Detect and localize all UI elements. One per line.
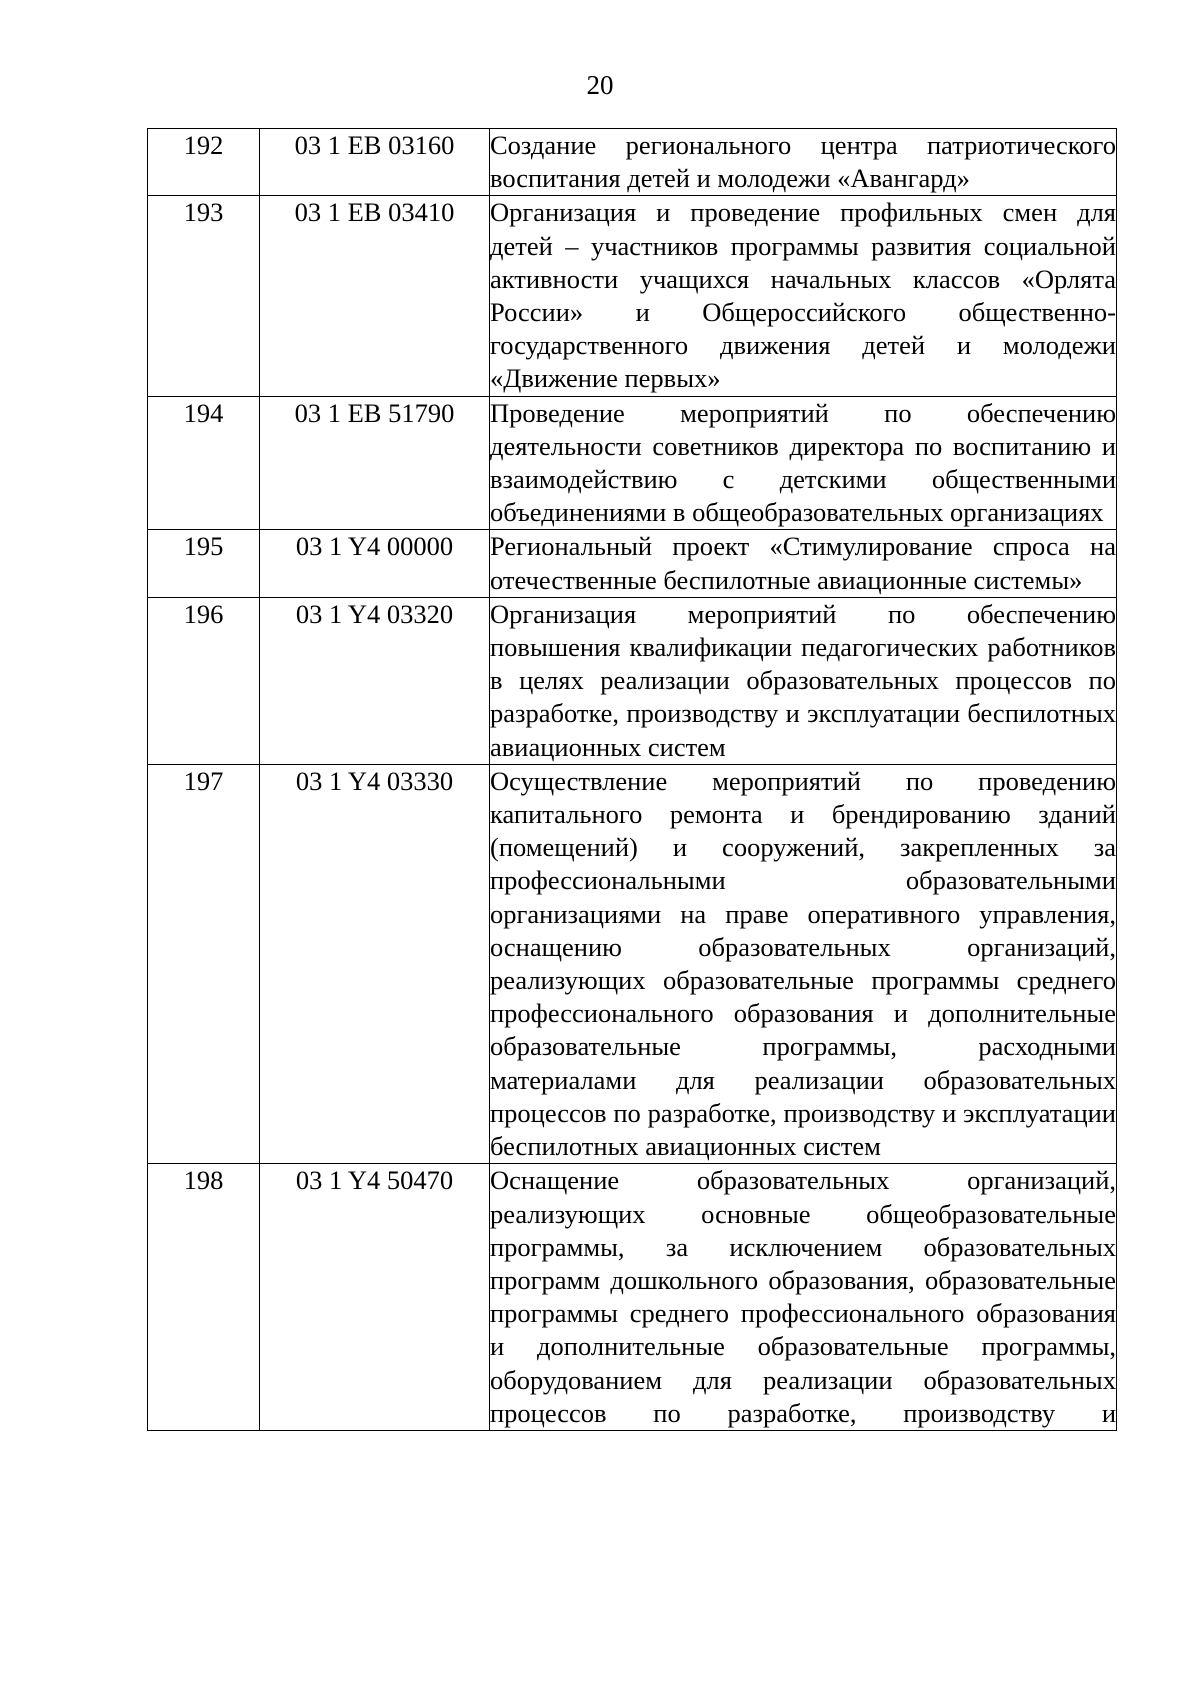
row-number: 198 <box>148 1164 260 1431</box>
row-number: 192 <box>148 129 260 196</box>
classification-code: 03 1 ЕВ 51790 <box>260 396 490 530</box>
item-description: Осуществление мероприятий по проведению капитального ремонта и брендированию зданий (помещений) и сооружений, закрепленных за профессиональными образовательными организациями на праве оперативного управления, оснащению образовательных организаций, реализующих образовательные программы среднего профессионального образования и дополнительные образовательные программы, расходными материалами для реализации образовательных процессов по разработке, производству и эксплуатации беспилотных авиационных систем <box>490 764 1117 1163</box>
table-row <box>148 1164 1117 1431</box>
item-description: Региональный проект «Стимулирование спроса на отечественные беспилотные авиационные системы» <box>490 530 1117 597</box>
table-row <box>148 129 1117 196</box>
classification-code: 03 1 Y4 03320 <box>260 597 490 764</box>
table-row <box>148 530 1117 597</box>
table-row <box>148 396 1117 530</box>
table-row <box>148 597 1117 764</box>
item-description: Организация мероприятий по обеспечению повышения квалификации педагогических работников в целях реализации образовательных процессов по разработке, производству и эксплуатации беспилотных авиационных систем <box>490 597 1117 764</box>
item-description: Оснащение образовательных организаций, реализующих основные общеобразовательные программы, за исключением образовательных программ дошкольного образования, образовательные программы среднего профессионального образования и дополнительные образовательные программы, оборудованием для реализации образовательных процессов по разработке, производству и <box>490 1164 1117 1431</box>
table-row <box>148 764 1117 1163</box>
row-number: 193 <box>148 196 260 396</box>
classification-code: 03 1 ЕВ 03160 <box>260 129 490 196</box>
row-number: 195 <box>148 530 260 597</box>
row-number: 194 <box>148 396 260 530</box>
item-description: Создание регионального центра патриотического воспитания детей и молодежи «Авангард» <box>490 129 1117 196</box>
item-description: Организация и проведение профильных смен для детей – участников программы развития социальной активности учащихся начальных классов «Орлята России» и Общероссийского общественно-государственного движения детей и молодежи «Движение первых» <box>490 196 1117 396</box>
row-number: 196 <box>148 597 260 764</box>
table-row <box>148 196 1117 396</box>
row-number: 197 <box>148 764 260 1163</box>
item-description: Проведение мероприятий по обеспечению деятельности советников директора по воспитанию и взаимодействию с детскими общественными объединениями в общеобразовательных организациях <box>490 396 1117 530</box>
budget-classification-table <box>147 128 1117 1431</box>
classification-code: 03 1 ЕВ 03410 <box>260 196 490 396</box>
classification-code: 03 1 Y4 03330 <box>260 764 490 1163</box>
page-number: 20 <box>586 70 614 100</box>
classification-code: 03 1 Y4 00000 <box>260 530 490 597</box>
classification-code: 03 1 Y4 50470 <box>260 1164 490 1431</box>
